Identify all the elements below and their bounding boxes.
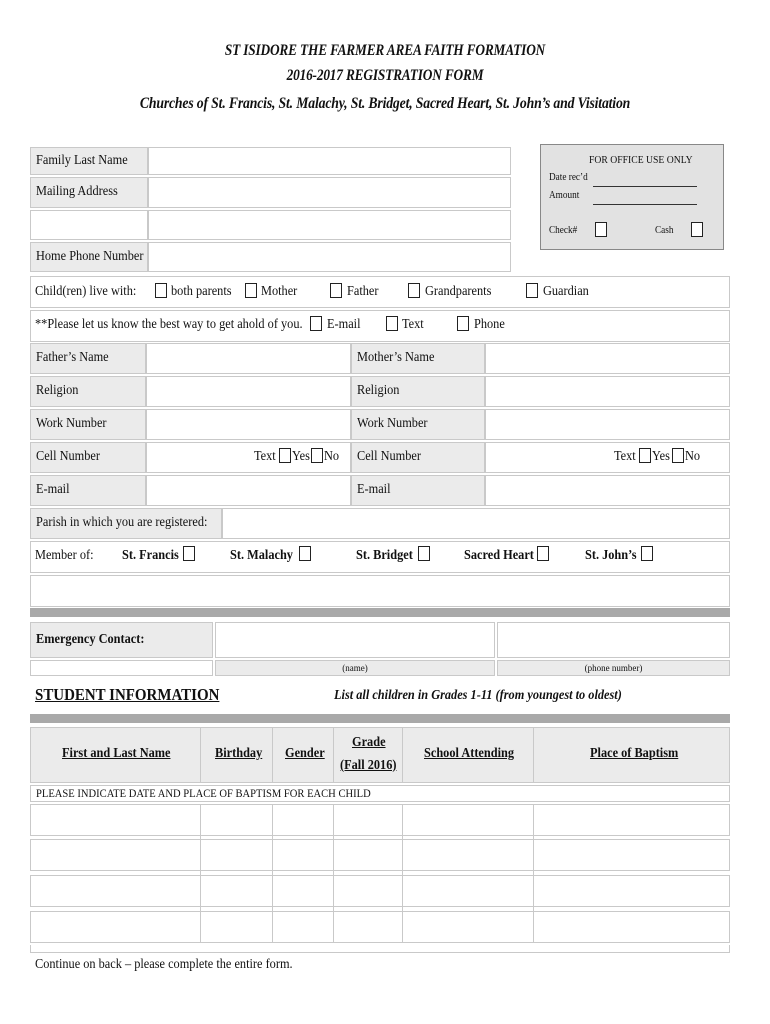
col-birthday: Birthday	[215, 746, 263, 761]
st-francis-label: St. Francis	[122, 548, 179, 563]
father-email-label: E-mail	[36, 482, 70, 497]
mother-checkbox[interactable]	[245, 283, 257, 298]
father-work-label-cell	[30, 409, 146, 440]
father-email-input[interactable]	[146, 475, 351, 506]
st-malachy-label: St. Malachy	[230, 548, 293, 563]
mother-email-input[interactable]	[485, 475, 730, 506]
col-grade-fall: (Fall 2016)	[340, 758, 397, 773]
family-last-name-label: Family Last Name	[36, 153, 128, 168]
emergency-label: Emergency Contact:	[36, 632, 145, 647]
mother-text-label: Text	[614, 449, 636, 464]
phone-caption: (phone number)	[584, 663, 643, 673]
mailing-address-line2-input[interactable]	[148, 210, 511, 240]
both-parents-checkbox[interactable]	[155, 283, 167, 298]
mother-religion-label: Religion	[357, 383, 400, 398]
home-phone-label-cell	[30, 242, 148, 272]
father-text-yes-checkbox[interactable]	[279, 448, 291, 463]
mother-name-label-cell	[351, 343, 485, 374]
father-name-input[interactable]	[146, 343, 351, 374]
father-work-label: Work Number	[36, 416, 107, 431]
check-label: Check#	[549, 225, 578, 236]
father-religion-input[interactable]	[146, 376, 351, 407]
footer-note: Continue on back – please complete the entire form.	[35, 957, 293, 972]
contact-text-label: Text	[402, 317, 424, 332]
amount-label: Amount	[549, 190, 580, 201]
live-with-label: Child(ren) live with:	[35, 284, 137, 299]
student-divider	[30, 714, 730, 723]
mother-no-label: No	[685, 449, 701, 464]
churches-line: Churches of St. Francis, St. Malachy, St. Bridget, Sacred Heart, St. John’s and Visitation	[139, 95, 631, 112]
cash-checkbox[interactable]	[691, 222, 703, 237]
member-of-label: Member of:	[35, 548, 94, 563]
mother-text-yes-checkbox[interactable]	[639, 448, 651, 463]
emergency-phone-input[interactable]	[497, 622, 730, 658]
father-name-label: Father’s Name	[36, 350, 109, 365]
student-instruction: List all children in Grades 1-11 (from youngest to oldest)	[334, 688, 622, 703]
father-yes-label: Yes	[292, 449, 310, 464]
name-caption-cell	[215, 660, 495, 676]
table-row[interactable]	[30, 804, 730, 836]
mother-email-label-cell	[351, 475, 485, 506]
grandparents-checkbox[interactable]	[408, 283, 420, 298]
mother-religion-input[interactable]	[485, 376, 730, 407]
st-bridget-checkbox[interactable]	[418, 546, 430, 561]
col-grade: Grade	[352, 735, 386, 750]
st-johns-label: St. John’s	[585, 548, 637, 563]
father-cell-label-cell	[30, 442, 146, 473]
father-religion-label-cell	[30, 376, 146, 407]
mother-cell-label: Cell Number	[357, 449, 421, 464]
contact-phone-label: Phone	[474, 317, 505, 332]
emergency-name-input[interactable]	[215, 622, 495, 658]
mailing-address-label-cell	[30, 177, 148, 208]
contact-pref-label: **Please let us know the best way to get ahold of you.	[35, 317, 303, 332]
grandparents-label: Grandparents	[425, 284, 492, 299]
office-use-title: FOR OFFICE USE ONLY	[589, 154, 693, 166]
parish-label: Parish in which you are registered:	[36, 515, 208, 530]
mother-email-label: E-mail	[357, 482, 391, 497]
father-work-input[interactable]	[146, 409, 351, 440]
form-title: ST ISIDORE THE FARMER AREA FAITH FORMATION	[224, 42, 546, 59]
col-name: First and Last Name	[62, 746, 171, 761]
father-text-no-checkbox[interactable]	[311, 448, 323, 463]
parish-label-cell	[30, 508, 222, 539]
mother-name-label: Mother’s Name	[357, 350, 435, 365]
home-phone-input[interactable]	[148, 242, 511, 272]
student-info-heading: STUDENT INFORMATION	[35, 685, 220, 704]
mother-work-label: Work Number	[357, 416, 428, 431]
baptism-note: PLEASE INDICATE DATE AND PLACE OF BAPTISM FOR EACH CHILD	[36, 786, 371, 800]
father-religion-label: Religion	[36, 383, 79, 398]
st-johns-checkbox[interactable]	[641, 546, 653, 561]
amount-line[interactable]	[593, 204, 697, 205]
phone-caption-cell	[497, 660, 730, 676]
family-last-name-input[interactable]	[148, 147, 511, 175]
check-checkbox[interactable]	[595, 222, 607, 237]
guardian-label: Guardian	[543, 284, 589, 299]
mailing-address-line2-left[interactable]	[30, 210, 148, 240]
st-bridget-label: St. Bridget	[356, 548, 413, 563]
st-malachy-checkbox[interactable]	[299, 546, 311, 561]
father-checkbox[interactable]	[330, 283, 342, 298]
mother-text-no-checkbox[interactable]	[672, 448, 684, 463]
contact-email-label: E-mail	[327, 317, 361, 332]
father-no-label: No	[324, 449, 340, 464]
mother-work-label-cell	[351, 409, 485, 440]
home-phone-label: Home Phone Number	[36, 249, 144, 264]
family-last-name-label-cell	[30, 147, 148, 175]
sacred-heart-label: Sacred Heart	[464, 548, 534, 563]
both-parents-label: both parents	[171, 284, 232, 299]
mother-label: Mother	[261, 284, 298, 299]
father-email-label-cell	[30, 475, 146, 506]
date-received-label: Date rec’d	[549, 172, 588, 183]
table-row[interactable]	[30, 911, 730, 943]
name-caption: (name)	[342, 663, 368, 673]
mailing-address-input[interactable]	[148, 177, 511, 208]
sacred-heart-checkbox[interactable]	[537, 546, 549, 561]
office-use-box	[540, 144, 724, 250]
emergency-label-cell	[30, 622, 213, 658]
date-received-line[interactable]	[593, 186, 697, 187]
father-label: Father	[347, 284, 379, 299]
mother-yes-label: Yes	[652, 449, 670, 464]
mother-work-input[interactable]	[485, 409, 730, 440]
st-francis-checkbox[interactable]	[183, 546, 195, 561]
father-text-label: Text	[254, 449, 276, 464]
blank-row[interactable]	[30, 575, 730, 607]
parish-input[interactable]	[222, 508, 730, 539]
col-gender: Gender	[285, 746, 325, 761]
mother-cell-label-cell	[351, 442, 485, 473]
col-baptism: Place of Baptism	[590, 746, 679, 761]
emergency-caption-blank	[30, 660, 213, 676]
cash-label: Cash	[655, 225, 674, 236]
mother-religion-label-cell	[351, 376, 485, 407]
contact-text-checkbox[interactable]	[386, 316, 398, 331]
guardian-checkbox[interactable]	[526, 283, 538, 298]
col-school: School Attending	[424, 746, 515, 761]
table-row[interactable]	[30, 875, 730, 907]
contact-email-checkbox[interactable]	[310, 316, 322, 331]
mailing-address-label: Mailing Address	[36, 184, 118, 199]
table-bottom-edge	[30, 945, 730, 953]
section-divider	[30, 608, 730, 617]
father-cell-label: Cell Number	[36, 449, 100, 464]
father-name-label-cell	[30, 343, 146, 374]
form-subtitle: 2016-2017 REGISTRATION FORM	[286, 67, 484, 84]
mother-name-input[interactable]	[485, 343, 730, 374]
contact-phone-checkbox[interactable]	[457, 316, 469, 331]
table-row[interactable]	[30, 839, 730, 871]
